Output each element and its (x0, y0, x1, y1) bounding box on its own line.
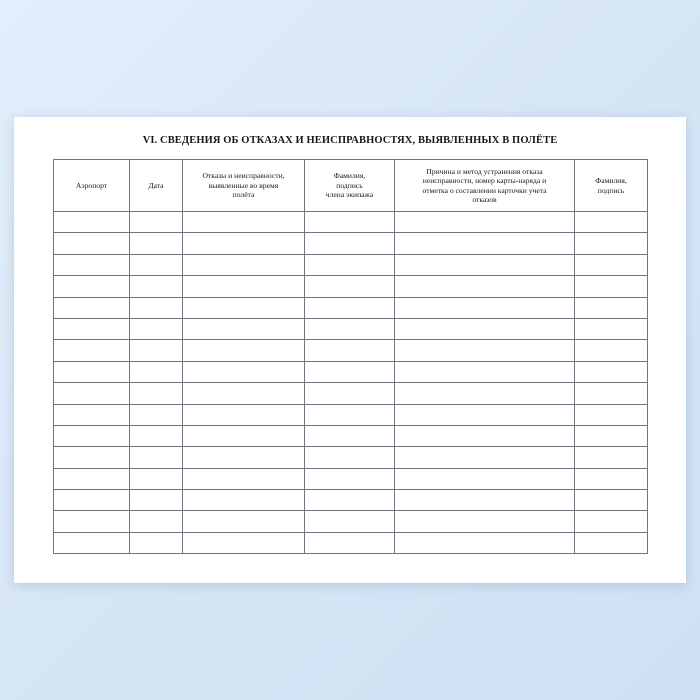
table-cell-airport[interactable] (54, 254, 130, 275)
table-cell-cause[interactable] (395, 233, 575, 254)
column-header-faults (183, 160, 305, 212)
table-row (54, 254, 648, 275)
column-header-faults-line-1: Отказы и неисправности, (202, 171, 285, 181)
table-cell-cause[interactable] (395, 468, 575, 489)
table-cell-signature[interactable] (575, 233, 648, 254)
column-header-crew-member-line-2: подпись (336, 180, 363, 190)
table-cell-airport[interactable] (54, 511, 130, 532)
table-cell-signature[interactable] (575, 276, 648, 297)
table-cell-date[interactable] (130, 383, 183, 404)
table-cell-faults[interactable] (183, 318, 305, 339)
table-row (54, 511, 648, 532)
table-cell-airport[interactable] (54, 297, 130, 318)
column-header-cause-line-1: Причина и метод устранения отказа (426, 166, 543, 176)
table-cell-cause[interactable] (395, 212, 575, 233)
table-cell-signature[interactable] (575, 404, 648, 425)
table-cell-signature[interactable] (575, 297, 648, 318)
column-header-cause-line-3: отметка о составлении карточки учета (422, 185, 547, 195)
table-row (54, 318, 648, 339)
column-header-airport-line-1: Аэропорт (75, 180, 108, 190)
table-cell-airport[interactable] (54, 361, 130, 382)
table-cell-faults[interactable] (183, 297, 305, 318)
table-cell-signature[interactable] (575, 318, 648, 339)
table-cell-airport[interactable] (54, 425, 130, 446)
table-cell-date[interactable] (130, 297, 183, 318)
table-cell-crew_member[interactable] (305, 383, 395, 404)
table-cell-cause[interactable] (395, 383, 575, 404)
column-header-date-line-1: Дата (148, 180, 164, 190)
table-row (54, 361, 648, 382)
table-cell-airport[interactable] (54, 468, 130, 489)
column-header-cause (395, 160, 575, 212)
table-cell-date[interactable] (130, 212, 183, 233)
table-cell-crew_member[interactable] (305, 340, 395, 361)
table-cell-crew_member[interactable] (305, 212, 395, 233)
table-cell-airport[interactable] (54, 340, 130, 361)
table-row (54, 297, 648, 318)
table-cell-airport[interactable] (54, 276, 130, 297)
table-cell-crew_member[interactable] (305, 447, 395, 468)
table-cell-faults[interactable] (183, 361, 305, 382)
table-cell-signature[interactable] (575, 447, 648, 468)
table-row (54, 468, 648, 489)
table-body (54, 212, 648, 554)
table-cell-cause[interactable] (395, 447, 575, 468)
column-header-airport (54, 160, 130, 212)
column-header-cause-line-4: отказов (472, 194, 497, 204)
table-row (54, 340, 648, 361)
table-cell-cause[interactable] (395, 361, 575, 382)
table-cell-airport[interactable] (54, 233, 130, 254)
table-header-row (54, 160, 648, 212)
column-header-crew-member-line-3: члена экипажа (325, 190, 374, 200)
table-row (54, 447, 648, 468)
column-header-cause-line-2: неисправности, номер карты-наряда и (422, 176, 547, 186)
table-cell-faults[interactable] (183, 383, 305, 404)
table-cell-airport[interactable] (54, 490, 130, 511)
table-cell-crew_member[interactable] (305, 490, 395, 511)
table-cell-date[interactable] (130, 490, 183, 511)
table-cell-signature[interactable] (575, 490, 648, 511)
table-cell-crew_member[interactable] (305, 425, 395, 446)
table-cell-date[interactable] (130, 425, 183, 446)
table-row (54, 425, 648, 446)
table-cell-cause[interactable] (395, 425, 575, 446)
table-cell-cause[interactable] (395, 297, 575, 318)
document-sheet (14, 117, 686, 583)
table-cell-date[interactable] (130, 361, 183, 382)
table-cell-cause[interactable] (395, 340, 575, 361)
column-header-crew-member (305, 160, 395, 212)
column-header-signature-line-2: подпись (597, 185, 625, 195)
table-cell-faults[interactable] (183, 425, 305, 446)
table-cell-airport[interactable] (54, 212, 130, 233)
column-header-faults-line-2: выявленные во время (208, 180, 279, 190)
table-cell-date[interactable] (130, 254, 183, 275)
table-cell-signature[interactable] (575, 212, 648, 233)
table-row (54, 233, 648, 254)
table-cell-airport[interactable] (54, 383, 130, 404)
table-cell-crew_member[interactable] (305, 318, 395, 339)
table-cell-signature[interactable] (575, 532, 648, 553)
table-cell-faults[interactable] (183, 468, 305, 489)
table-cell-crew_member[interactable] (305, 532, 395, 553)
table-cell-date[interactable] (130, 404, 183, 425)
table-cell-cause[interactable] (395, 511, 575, 532)
table-cell-date[interactable] (130, 233, 183, 254)
column-header-date (130, 160, 183, 212)
table-cell-airport[interactable] (54, 532, 130, 553)
table-cell-signature[interactable] (575, 383, 648, 404)
table-cell-signature[interactable] (575, 425, 648, 446)
table-cell-cause[interactable] (395, 404, 575, 425)
table-cell-faults[interactable] (183, 276, 305, 297)
column-header-faults-line-3: полёта (232, 190, 255, 200)
table-row (54, 532, 648, 553)
table-cell-faults[interactable] (183, 447, 305, 468)
table-cell-signature[interactable] (575, 254, 648, 275)
table-cell-faults[interactable] (183, 404, 305, 425)
table-cell-faults[interactable] (183, 212, 305, 233)
table-cell-signature[interactable] (575, 361, 648, 382)
column-header-signature-line-1: Фамилия, (595, 176, 627, 186)
table-cell-crew_member[interactable] (305, 404, 395, 425)
table-cell-signature[interactable] (575, 340, 648, 361)
table-cell-date[interactable] (130, 447, 183, 468)
table-cell-date[interactable] (130, 511, 183, 532)
table-cell-faults[interactable] (183, 490, 305, 511)
table-cell-crew_member[interactable] (305, 297, 395, 318)
table-cell-date[interactable] (130, 318, 183, 339)
fault-records-table (53, 159, 648, 554)
table-cell-cause[interactable] (395, 318, 575, 339)
table-cell-signature[interactable] (575, 511, 648, 532)
table-cell-crew_member[interactable] (305, 468, 395, 489)
table-cell-airport[interactable] (54, 404, 130, 425)
table-cell-cause[interactable] (395, 276, 575, 297)
column-header-signature (575, 160, 648, 212)
table-cell-date[interactable] (130, 532, 183, 553)
table-row (54, 383, 648, 404)
table-cell-date[interactable] (130, 468, 183, 489)
column-header-crew-member-line-1: Фамилия, (333, 171, 366, 181)
table-cell-signature[interactable] (575, 468, 648, 489)
table-cell-date[interactable] (130, 340, 183, 361)
page-title: VI. СВЕДЕНИЯ ОБ ОТКАЗАХ И НЕИСПРАВНОСТЯХ, ВЫЯВЛЕННЫХ В ПОЛЁТЕ (142, 135, 558, 146)
table-cell-airport[interactable] (54, 318, 130, 339)
table-cell-cause[interactable] (395, 532, 575, 553)
table-cell-faults[interactable] (183, 254, 305, 275)
table-header (54, 160, 648, 212)
table-cell-crew_member[interactable] (305, 276, 395, 297)
table-cell-date[interactable] (130, 276, 183, 297)
table-row (54, 404, 648, 425)
table-cell-crew_member[interactable] (305, 511, 395, 532)
table-row (54, 276, 648, 297)
table-cell-faults[interactable] (183, 233, 305, 254)
table-row (54, 212, 648, 233)
table-cell-cause[interactable] (395, 490, 575, 511)
table-cell-crew_member[interactable] (305, 233, 395, 254)
table-cell-cause[interactable] (395, 254, 575, 275)
table-cell-faults[interactable] (183, 340, 305, 361)
table-cell-crew_member[interactable] (305, 254, 395, 275)
table-cell-crew_member[interactable] (305, 361, 395, 382)
table-cell-airport[interactable] (54, 447, 130, 468)
table-row (54, 490, 648, 511)
table-cell-faults[interactable] (183, 532, 305, 553)
table-cell-faults[interactable] (183, 511, 305, 532)
